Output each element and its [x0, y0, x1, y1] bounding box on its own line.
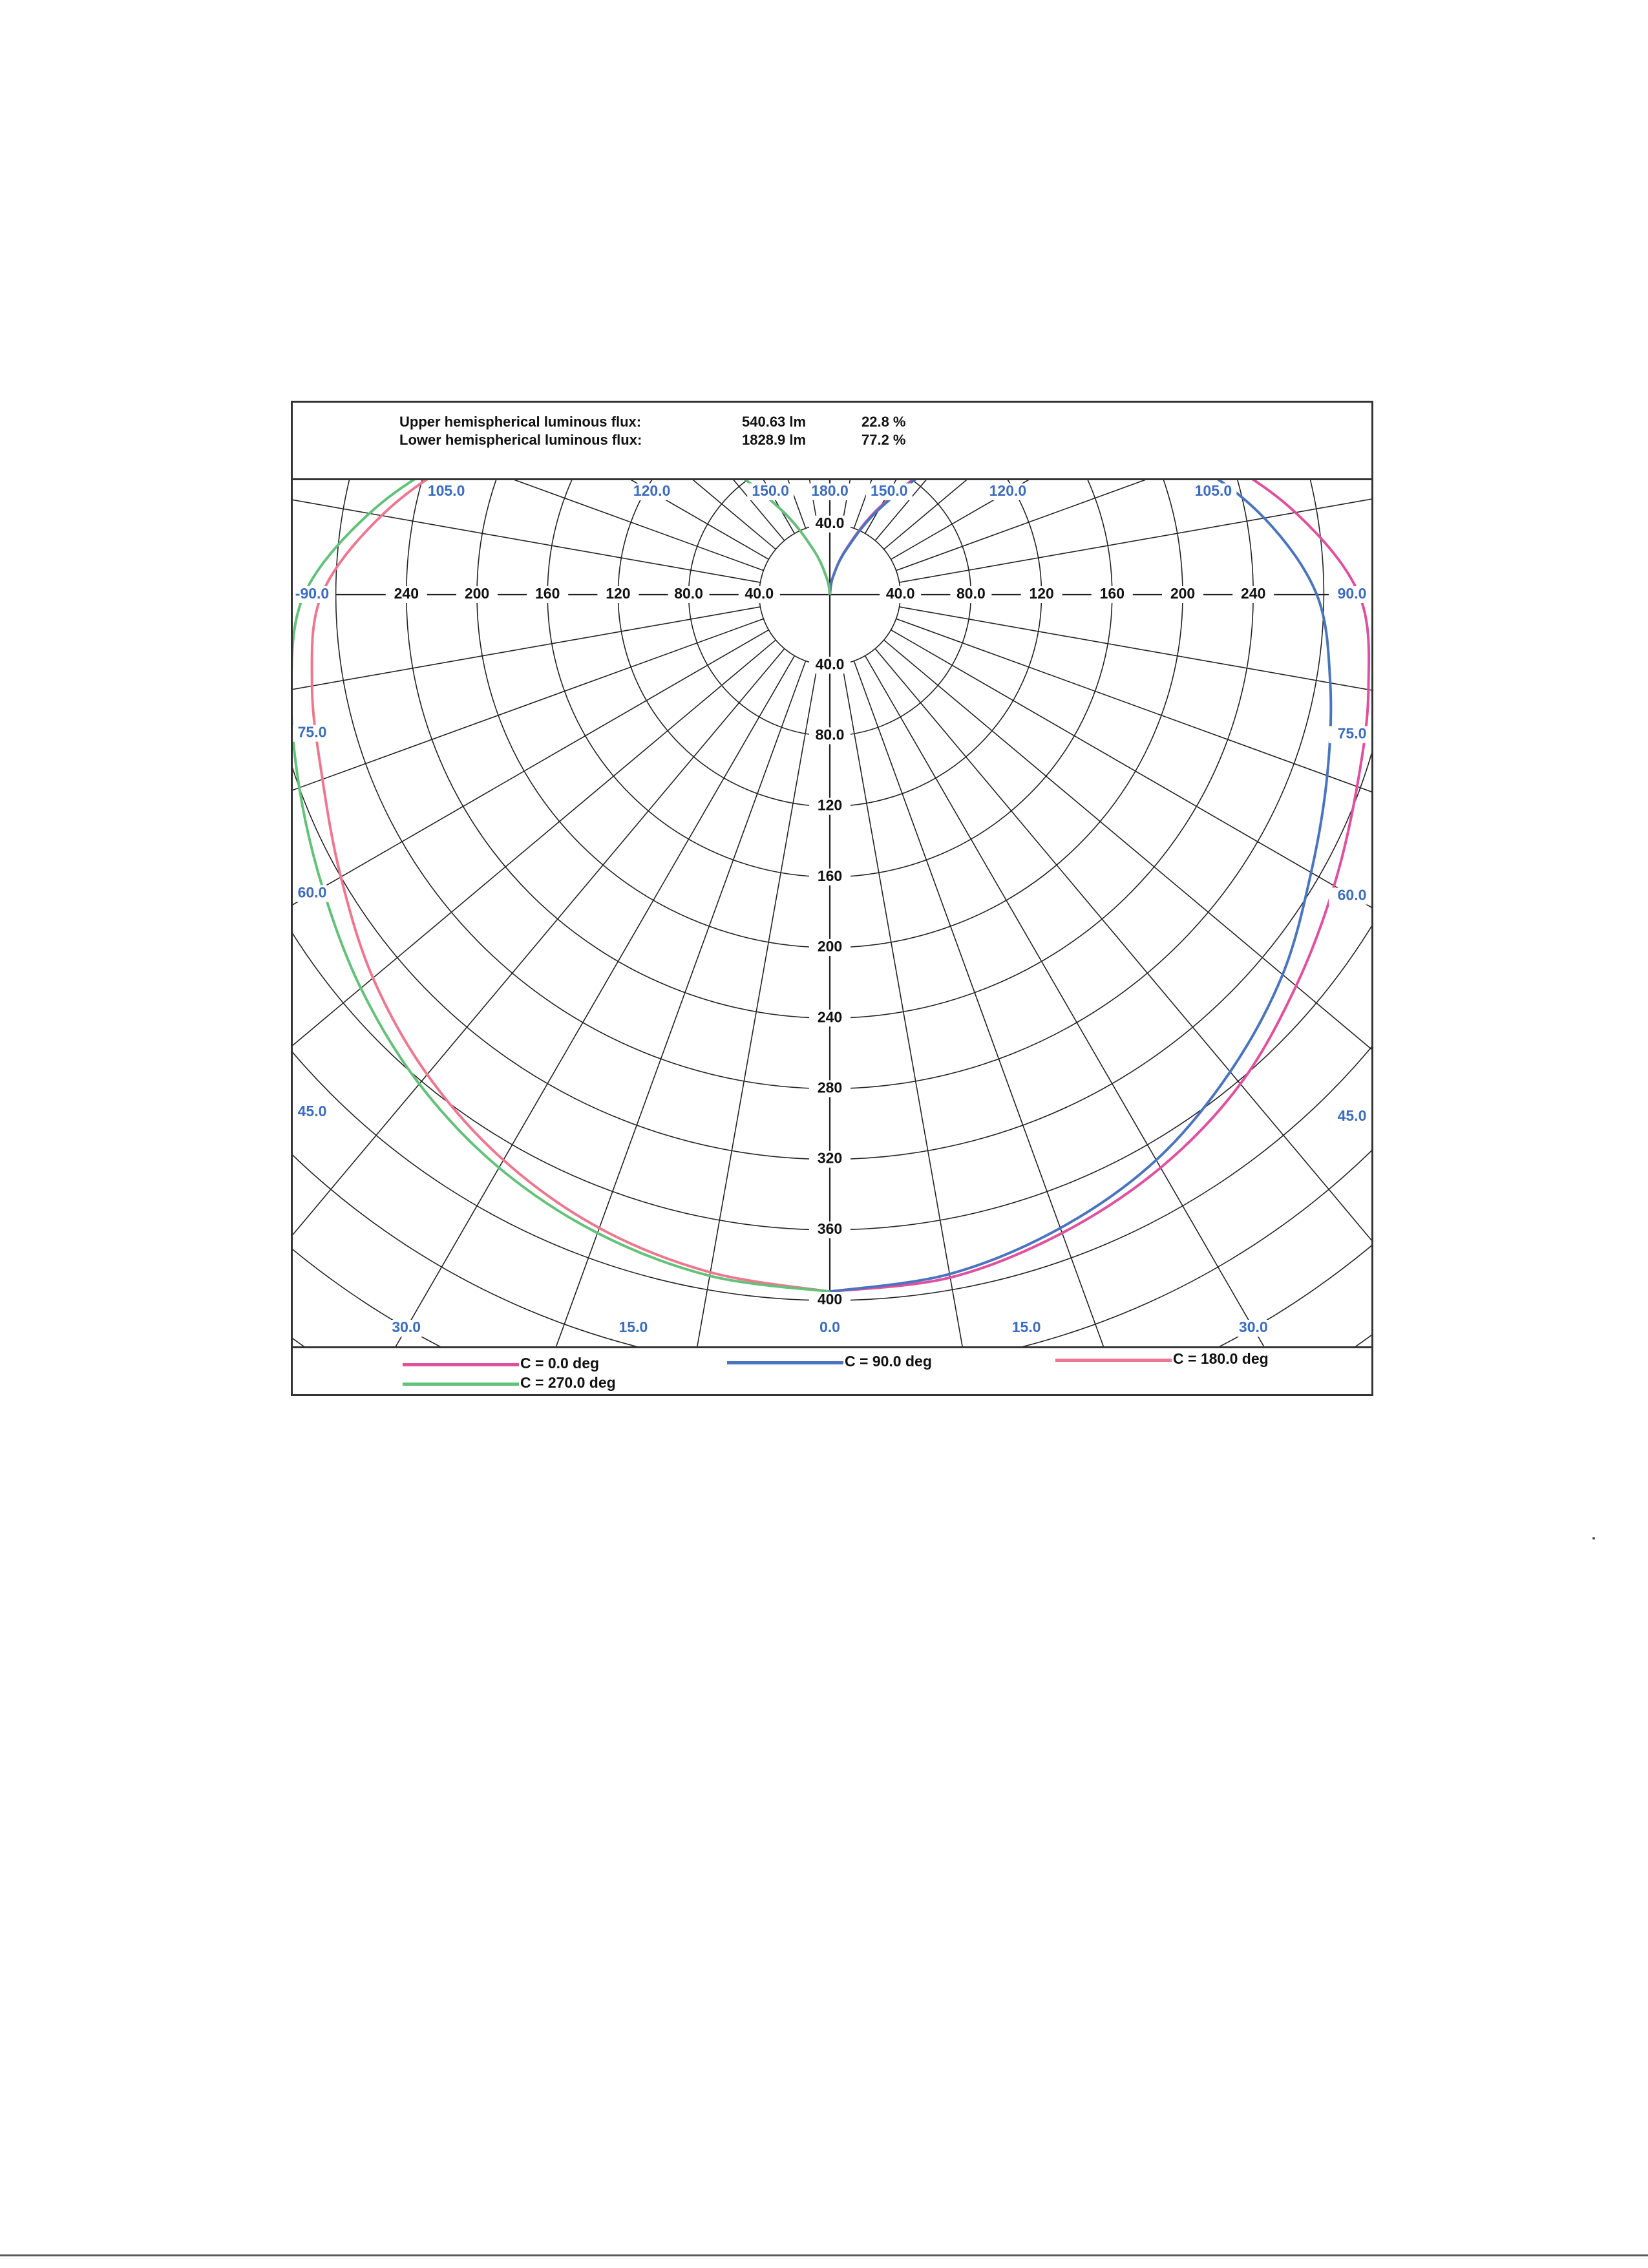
h-tick-label: 160 [535, 585, 560, 602]
grid-radial-line [891, 630, 1371, 1306]
upper-flux-percent: 22.8 % [861, 414, 906, 430]
radial-tick-label: 280 [817, 1079, 843, 1096]
grid-radial-line [293, 403, 785, 540]
angle-label-right: 45.0 [1337, 1107, 1367, 1125]
scan-edge-line [0, 2254, 1648, 2256]
lower-flux-value: 1828.9 lm [742, 432, 807, 448]
angle-label-bottom: 30.0 [1238, 1319, 1268, 1336]
h-tick-label: 200 [464, 585, 490, 602]
angle-label-left: -90.0 [295, 585, 330, 602]
legend-label-c180: C = 180.0 deg [1173, 1350, 1269, 1367]
grid-radial-line [344, 661, 806, 1346]
angle-label-right: 90.0 [1337, 585, 1367, 602]
grid-radial-line [875, 649, 1371, 1346]
grid-radial-line [293, 403, 760, 582]
grid-radial-line [293, 607, 760, 842]
h-tick-label: 40.0 [745, 585, 774, 602]
legend-swatch-c0 [403, 1363, 519, 1366]
upper-flux-value: 540.63 lm [742, 414, 807, 430]
angle-label-top: 150.0 [871, 482, 908, 500]
angle-label-bottom: 0.0 [819, 1319, 840, 1336]
grid-radial-line [842, 403, 1077, 525]
angle-label-left: 60.0 [297, 884, 327, 901]
lower-flux-percent: 77.2 % [861, 432, 906, 448]
radial-tick-label: 240 [817, 1008, 843, 1026]
grid-radial-line [344, 403, 806, 528]
scan-speck [1592, 1537, 1595, 1540]
radial-tick-label-upper: 40.0 [815, 514, 845, 531]
grid-radial-line [891, 403, 1371, 559]
angle-label-left: 45.0 [297, 1103, 327, 1120]
radial-tick-label: 320 [817, 1149, 843, 1167]
angle-label-top: 150.0 [752, 482, 789, 500]
angle-label-top: 120.0 [633, 482, 671, 500]
angle-label-bottom: 30.0 [392, 1319, 421, 1336]
radial-tick-label: 80.0 [815, 726, 845, 743]
grid-radial-line [293, 403, 768, 559]
upper-flux-label: Upper hemispherical luminous flux: [399, 414, 642, 430]
radial-tick-label: 400 [817, 1291, 843, 1308]
grid-radial-line [583, 403, 818, 525]
grid-radial-line [293, 619, 763, 1081]
angle-label-right: 75.0 [1337, 725, 1367, 742]
angle-label-right: 60.0 [1337, 886, 1367, 904]
angle-label-bottom: 15.0 [1011, 1319, 1041, 1336]
grid-radial-line [293, 403, 763, 571]
polar-plot [293, 403, 1371, 1346]
grid-radial-line [900, 607, 1371, 842]
grid-radial-line [900, 403, 1371, 582]
grid-radial-line [293, 403, 776, 549]
h-tick-label: 120 [1029, 585, 1054, 602]
legend-swatch-c180 [1055, 1359, 1172, 1362]
series-curve-c180-0 [312, 429, 830, 1291]
legend-label-c270: C = 270.0 deg [520, 1374, 616, 1391]
grid-radial-line [896, 403, 1371, 571]
h-tick-label: 240 [394, 585, 419, 602]
angle-label-top: 180.0 [811, 482, 849, 500]
angle-label-bottom: 15.0 [618, 1319, 648, 1336]
legend [293, 1346, 1371, 1398]
legend-label-c90: C = 90.0 deg [845, 1353, 932, 1370]
grid-radial-line [854, 403, 1316, 528]
h-tick-label: 200 [1170, 585, 1196, 602]
h-tick-label: 80.0 [956, 585, 986, 602]
radial-tick-label: 120 [817, 796, 843, 814]
angle-label-top: 120.0 [989, 482, 1027, 500]
h-tick-label: 40.0 [885, 585, 915, 602]
grid-radial-line [884, 403, 1371, 549]
legend-swatch-c270 [403, 1383, 519, 1386]
series-curve-c0-0 [830, 425, 1369, 1291]
angle-label-top: 105.0 [1194, 482, 1232, 500]
angle-label-top: 105.0 [427, 482, 465, 500]
h-tick-label: 160 [1099, 585, 1125, 602]
grid-radial-line [854, 661, 1316, 1346]
h-tick-label: 80.0 [674, 585, 703, 602]
h-tick-label: 120 [606, 585, 631, 602]
h-tick-label: 240 [1241, 585, 1266, 602]
radial-tick-label: 200 [817, 938, 843, 955]
radial-tick-label: 40.0 [815, 655, 845, 673]
lower-flux-label: Lower hemispherical luminous flux: [399, 432, 642, 448]
grid-radial-line [293, 630, 768, 1306]
series-curve-c270-0 [293, 426, 830, 1291]
series-curve-c90-0 [830, 431, 1331, 1291]
polar-diagram-frame [291, 401, 1373, 1396]
radial-tick-label: 360 [817, 1220, 843, 1237]
legend-swatch-c90 [727, 1361, 843, 1364]
angle-label-left: 75.0 [297, 723, 327, 741]
radial-tick-label: 160 [817, 867, 843, 884]
legend-label-c0: C = 0.0 deg [520, 1355, 600, 1372]
